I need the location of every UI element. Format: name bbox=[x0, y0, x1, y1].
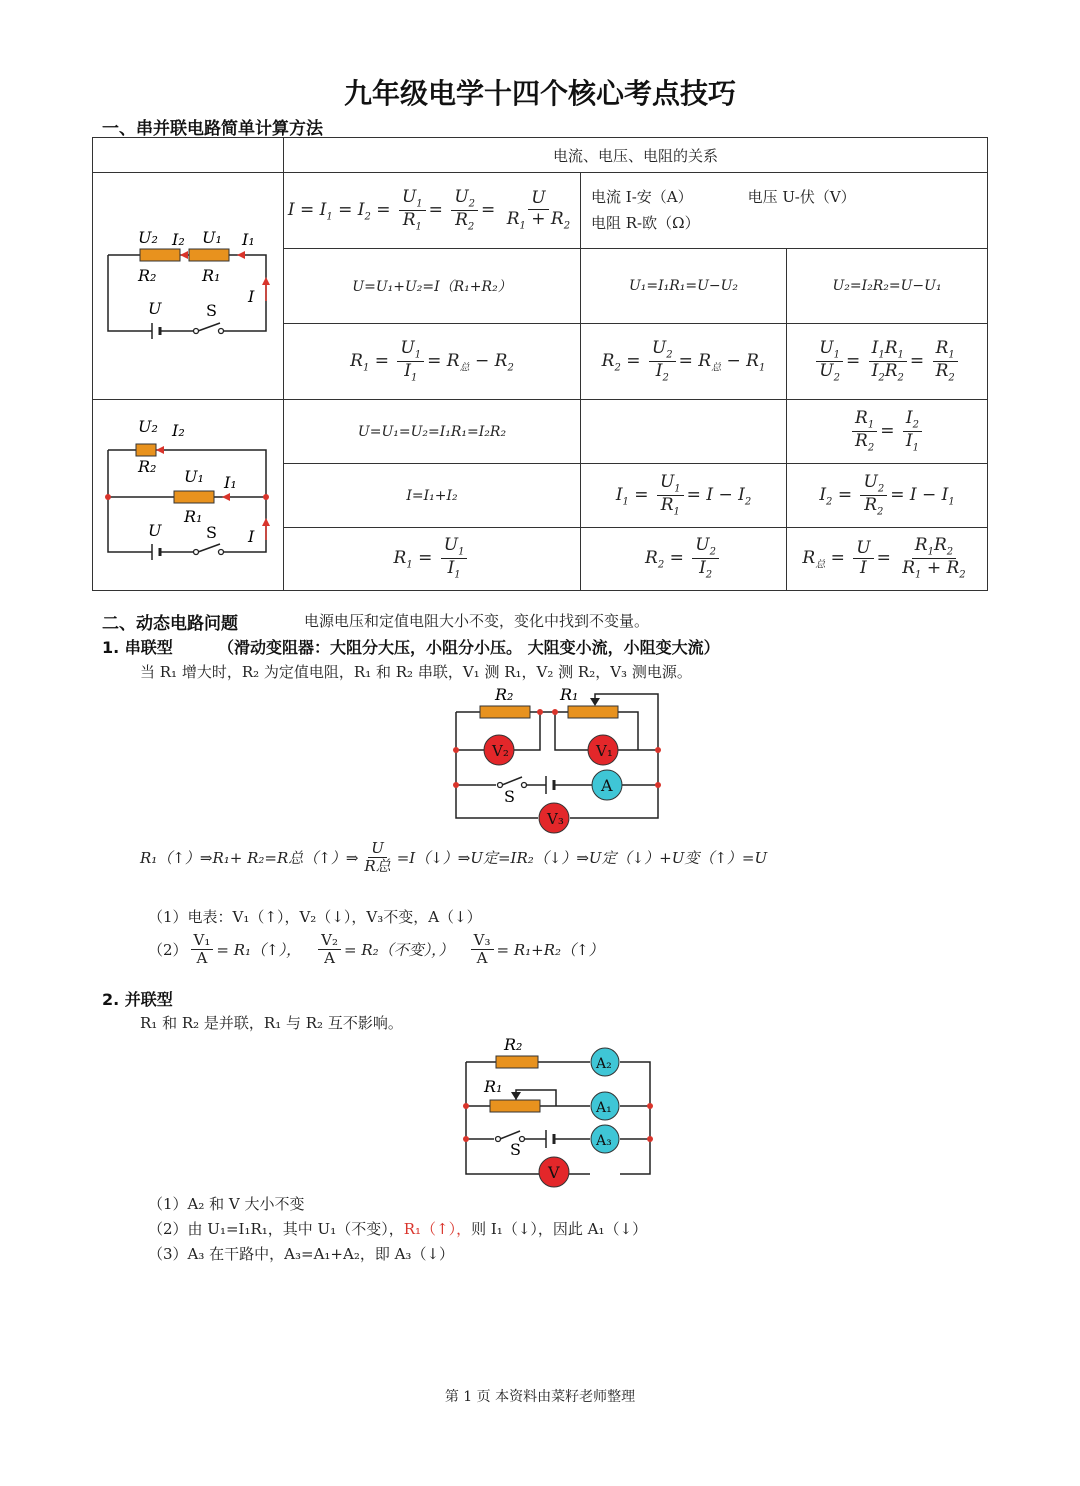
parallel-line3: （3）A₃ 在干路中，A₃=A₁+A₂，即 A₃（↓） bbox=[148, 1245, 455, 1263]
meter-a1: A₁ bbox=[596, 1100, 612, 1116]
series-heading: 1. 串联型 bbox=[102, 638, 173, 657]
page-title: 九年级电学十四个核心考点技巧 bbox=[343, 77, 736, 110]
series-voltage-ratio: $\frac{U_1}{U_2}$ = $\frac{I_1R_1}{I_2R_2}$ = $\frac{R_1}{R_2}$ bbox=[787, 324, 988, 400]
parallel-line2 bbox=[148, 1218, 647, 1239]
section2-note: 电源电压和定值电阻大小不变，变化中找到不变量。 bbox=[304, 612, 650, 630]
label-r1: R₁ bbox=[201, 266, 220, 285]
meter-a: A bbox=[601, 776, 613, 795]
units-cell bbox=[581, 173, 988, 249]
parallel-empty-cell bbox=[581, 400, 787, 464]
parallel-intro: R₁ 和 R₂ 是并联，R₁ 与 R₂ 互不影响。 bbox=[140, 1014, 403, 1032]
parallel-line2-b: 则 I₁（↓），因此 A₁（↓） bbox=[471, 1220, 648, 1238]
ratio2-num: V₂ bbox=[318, 932, 341, 950]
parallel-r1-formula: $R_1$ = $\frac{U_1}{I_1}$ bbox=[284, 527, 581, 590]
section1-heading: 一、串并联电路简单计算方法 bbox=[102, 119, 323, 139]
page-footer: 第 1 页 本资料由菜籽老师整理 bbox=[444, 1389, 636, 1405]
parallel-line2-a: （2）由 U₁=I₁R₁，其中 U₁（不变）， bbox=[148, 1220, 404, 1238]
label-r1: R₁ bbox=[484, 1077, 503, 1096]
series-meters: （1）电表：V₁（↑），V₂（↓），V₃不变，A（↓） bbox=[148, 908, 482, 926]
ratio3-tail: = R₁+R₂（↑） bbox=[496, 941, 604, 960]
label-r2: R₂ bbox=[495, 685, 514, 704]
label-u: U bbox=[147, 521, 161, 540]
ratio1-num: V₁ bbox=[191, 932, 214, 950]
label-i2: I₂ bbox=[171, 421, 185, 440]
parallel-current-sum: I=I₁+I₂ bbox=[284, 464, 581, 527]
meter-v3: V₃ bbox=[547, 810, 564, 828]
ratio1-tail: = R₁（↑）， bbox=[216, 941, 302, 960]
section2-heading: 二、动态电路问题 bbox=[102, 614, 238, 634]
series-u2: U₂=I₂R₂=U−U₁ bbox=[787, 248, 988, 324]
label-u2: U₂ bbox=[137, 228, 158, 247]
label-s: S bbox=[205, 523, 217, 542]
label-r2: R₂ bbox=[137, 457, 156, 476]
table-header: 电流、电压、电阻的关系 bbox=[284, 138, 988, 173]
chain-frac-u: U bbox=[368, 840, 387, 858]
parallel-i2-formula: $I_2$ = $\frac{U_2}{R_2}$ = $I - I_1$ bbox=[787, 464, 988, 527]
series-r2-formula: $R_2$ = $\frac{U_2}{I_2}$ = $R_总 - R_1$ bbox=[581, 324, 787, 400]
series-current-ratio: $I = I_1 = I_2$ = $\frac{U_1}{R_1}$ = $\frac{U_2}{R_2}$ = $\frac{U}{R_1 + R_2}$ bbox=[284, 173, 581, 249]
label-u: U bbox=[147, 299, 161, 318]
parallel-i1-formula: $I_1$ = $\frac{U_1}{R_1}$ = $I - I_2$ bbox=[581, 464, 787, 527]
parallel-rtotal-formula: $R_总$ = $\frac{U}{I}$ = $\frac{R_1R_2}{R_1 + R_2}$ bbox=[787, 527, 988, 590]
label-u1: U₁ bbox=[183, 467, 204, 486]
meter-a2: A₂ bbox=[596, 1056, 612, 1072]
label-u2: U₂ bbox=[137, 417, 158, 436]
unit-voltage: 电压 U-伏（V） bbox=[747, 188, 856, 207]
parallel-line1: （1）A₂ 和 V 大小不变 bbox=[148, 1195, 305, 1213]
unit-resistance: 电阻 R-欧（Ω） bbox=[591, 214, 700, 233]
parallel-heading: 2. 并联型 bbox=[102, 990, 173, 1009]
relations-table bbox=[92, 137, 988, 591]
series-circuit-diagram bbox=[94, 173, 283, 395]
label-r2: R₂ bbox=[504, 1035, 523, 1054]
meter-a3: A₃ bbox=[596, 1133, 612, 1149]
table-corner bbox=[93, 138, 284, 173]
label-i1: I₁ bbox=[241, 230, 255, 249]
unit-current: 电流 I-安（A） bbox=[591, 188, 693, 207]
label-s: S bbox=[205, 301, 217, 320]
series-intro: 当 R₁ 增大时，R₂ 为定值电阻，R₁ 和 R₂ 串联，V₁ 测 R₁，V₂ 测 R₂，V₃ 测电源。 bbox=[140, 663, 692, 681]
series-dynamic-circuit bbox=[440, 680, 680, 835]
label-u1: U₁ bbox=[201, 228, 222, 247]
series-u1: U₁=I₁R₁=U−U₂ bbox=[581, 248, 787, 324]
series-ratios bbox=[148, 932, 604, 968]
meter-v2: V₂ bbox=[492, 742, 509, 760]
parallel-circuit-diagram bbox=[94, 400, 283, 586]
meter-v1: V₁ bbox=[596, 742, 613, 760]
series-circuit-cell bbox=[93, 173, 284, 400]
parallel-current-ratio: $\frac{R_1}{R_2}$ = $\frac{I_2}{I_1}$ bbox=[787, 400, 988, 464]
parallel-circuit-cell bbox=[93, 400, 284, 591]
label-i: I bbox=[247, 527, 254, 546]
parallel-dynamic-circuit bbox=[450, 1030, 670, 1190]
ratio2-den: A bbox=[324, 949, 335, 968]
series-r1-formula: $R_1$ = $\frac{U_1}{I_1}$ = $R_总 - R_2$ bbox=[284, 324, 581, 400]
parallel-r2-formula: $R_2$ = $\frac{U_2}{I_2}$ bbox=[581, 527, 787, 590]
series-chain bbox=[140, 840, 767, 876]
ratio3-num: V₃ bbox=[471, 932, 494, 950]
ratio-prefix: （2） bbox=[148, 941, 188, 960]
series-chain-b: =I（↓）⇒U定=IR₂（↓）⇒U定（↓）+U变（↑）=U bbox=[396, 849, 768, 868]
meter-v: V bbox=[548, 1163, 560, 1182]
ratio1-den: A bbox=[196, 949, 208, 968]
ratio2-tail: = R₂（不变），） bbox=[343, 941, 454, 960]
label-r2: R₂ bbox=[137, 266, 156, 285]
ratio3-den: A bbox=[476, 949, 488, 968]
label-i2: I₂ bbox=[171, 230, 185, 249]
series-voltage-sum: U=U₁+U₂=I（R₁+R₂） bbox=[284, 248, 581, 324]
label-s: S bbox=[504, 787, 515, 806]
label-i1: I₁ bbox=[223, 473, 237, 492]
series-rule: （滑动变阻器：大阻分大压，小阻分小压。 大阻变小流，小阻变大流） bbox=[218, 638, 720, 657]
label-r1: R₁ bbox=[560, 685, 579, 704]
label-r1: R₁ bbox=[183, 507, 202, 526]
label-s: S bbox=[510, 1140, 521, 1159]
series-chain-a: R₁（↑）⇒R₁+ R₂=R总（↑）⇒ bbox=[140, 849, 359, 868]
parallel-voltage: U=U₁=U₂=I₁R₁=I₂R₂ bbox=[284, 400, 581, 464]
chain-frac-rtotal: R总 bbox=[364, 857, 391, 876]
label-i: I bbox=[247, 287, 254, 306]
parallel-line2-red: R₁（↑）， bbox=[403, 1220, 472, 1238]
